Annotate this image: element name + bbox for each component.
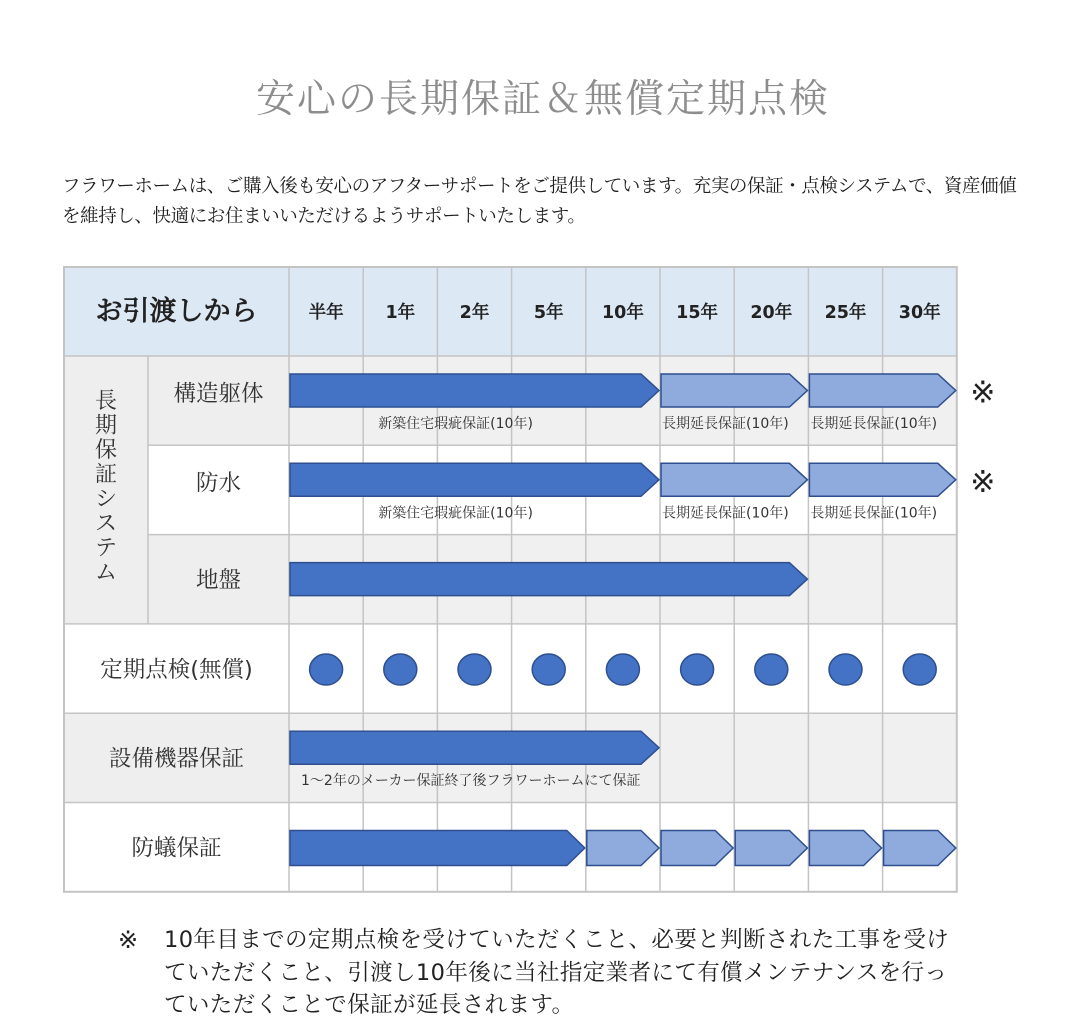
extension-bar [661, 374, 807, 407]
row-label: 構造躯体 [173, 381, 264, 407]
period-label: 15年 [676, 303, 719, 323]
note-mark: ※ [970, 375, 996, 411]
warranty-bar [290, 374, 659, 407]
intro-text: フラワーホームは、ご購入後も安心のアフターサポートをご提供しています。充実の保証・点検システムで、資産価値を維持し、快適にお住まいいただけるようサポートいたします。 [62, 176, 1017, 227]
inspection-dot [384, 654, 417, 685]
group-label-char: 証 [94, 462, 118, 488]
group-label-char: 保 [94, 438, 118, 463]
group-label-char: 期 [94, 413, 118, 439]
bar-caption: 長期延長保証(10年) [810, 505, 938, 522]
row-label: 地盤 [195, 567, 242, 594]
period-label: 5年 [533, 303, 564, 323]
note-mark: ※ [970, 464, 996, 500]
group-label-char: シ [94, 487, 118, 512]
footnote-text: 10年目までの定期点検を受けていただくこと、必要と判断された工事を受けていただくこと、引渡し10年後に当社指定業者にて有償メンテナンスを行っていただくことで保証が延長されます。 [164, 927, 950, 1018]
period-label: 10年 [601, 303, 644, 323]
inspection-dot [458, 654, 491, 685]
row-label: 防水 [195, 470, 242, 497]
bar-caption: 長期延長保証(10年) [662, 416, 789, 432]
warranty-bar [290, 463, 659, 496]
row-label: 防蟻保証 [131, 835, 222, 862]
period-label: 1年 [385, 303, 416, 323]
inspection-dot [606, 654, 639, 685]
warranty-bar [290, 831, 585, 866]
group-label-char: テ [94, 536, 118, 561]
extension-bar [809, 374, 955, 407]
inspection-dot [532, 654, 565, 685]
footnote-mark: ※ [118, 926, 139, 954]
extension-bar [809, 463, 955, 496]
warranty-bar [290, 563, 807, 596]
bar-caption: 長期延長保証(10年) [662, 505, 789, 522]
warranty-bar [290, 731, 659, 764]
inspection-dot [829, 654, 862, 685]
period-label: 2年 [459, 303, 490, 323]
period-label: 半年 [308, 303, 344, 323]
inspection-dot [903, 654, 936, 685]
bar-caption: 1～2年のメーカー保証終了後フラワーホームにて保証 [301, 773, 641, 790]
bar-caption: 新築住宅瑕疵保証(10年) [378, 416, 533, 432]
row-label: 定期点検(無償) [100, 656, 253, 683]
page-title: 安心の長期保証＆無償定期点検 [255, 77, 830, 122]
period-label: 25年 [824, 303, 867, 323]
extension-bar [661, 463, 807, 496]
inspection-dot [755, 654, 788, 685]
inspection-dot [310, 654, 343, 685]
bar-caption: 長期延長保証(10年) [810, 416, 938, 432]
bar-caption: 新築住宅瑕疵保証(10年) [378, 505, 533, 522]
inspection-dot [681, 654, 714, 685]
group-label-char: ム [94, 560, 118, 586]
group-label-char: 長 [94, 389, 118, 414]
corner-label: お引渡しから [95, 296, 258, 327]
group-label-char: ス [94, 511, 118, 537]
period-label: 20年 [750, 303, 793, 323]
period-label: 30年 [898, 303, 941, 323]
row-label: 設備機器保証 [108, 746, 245, 773]
